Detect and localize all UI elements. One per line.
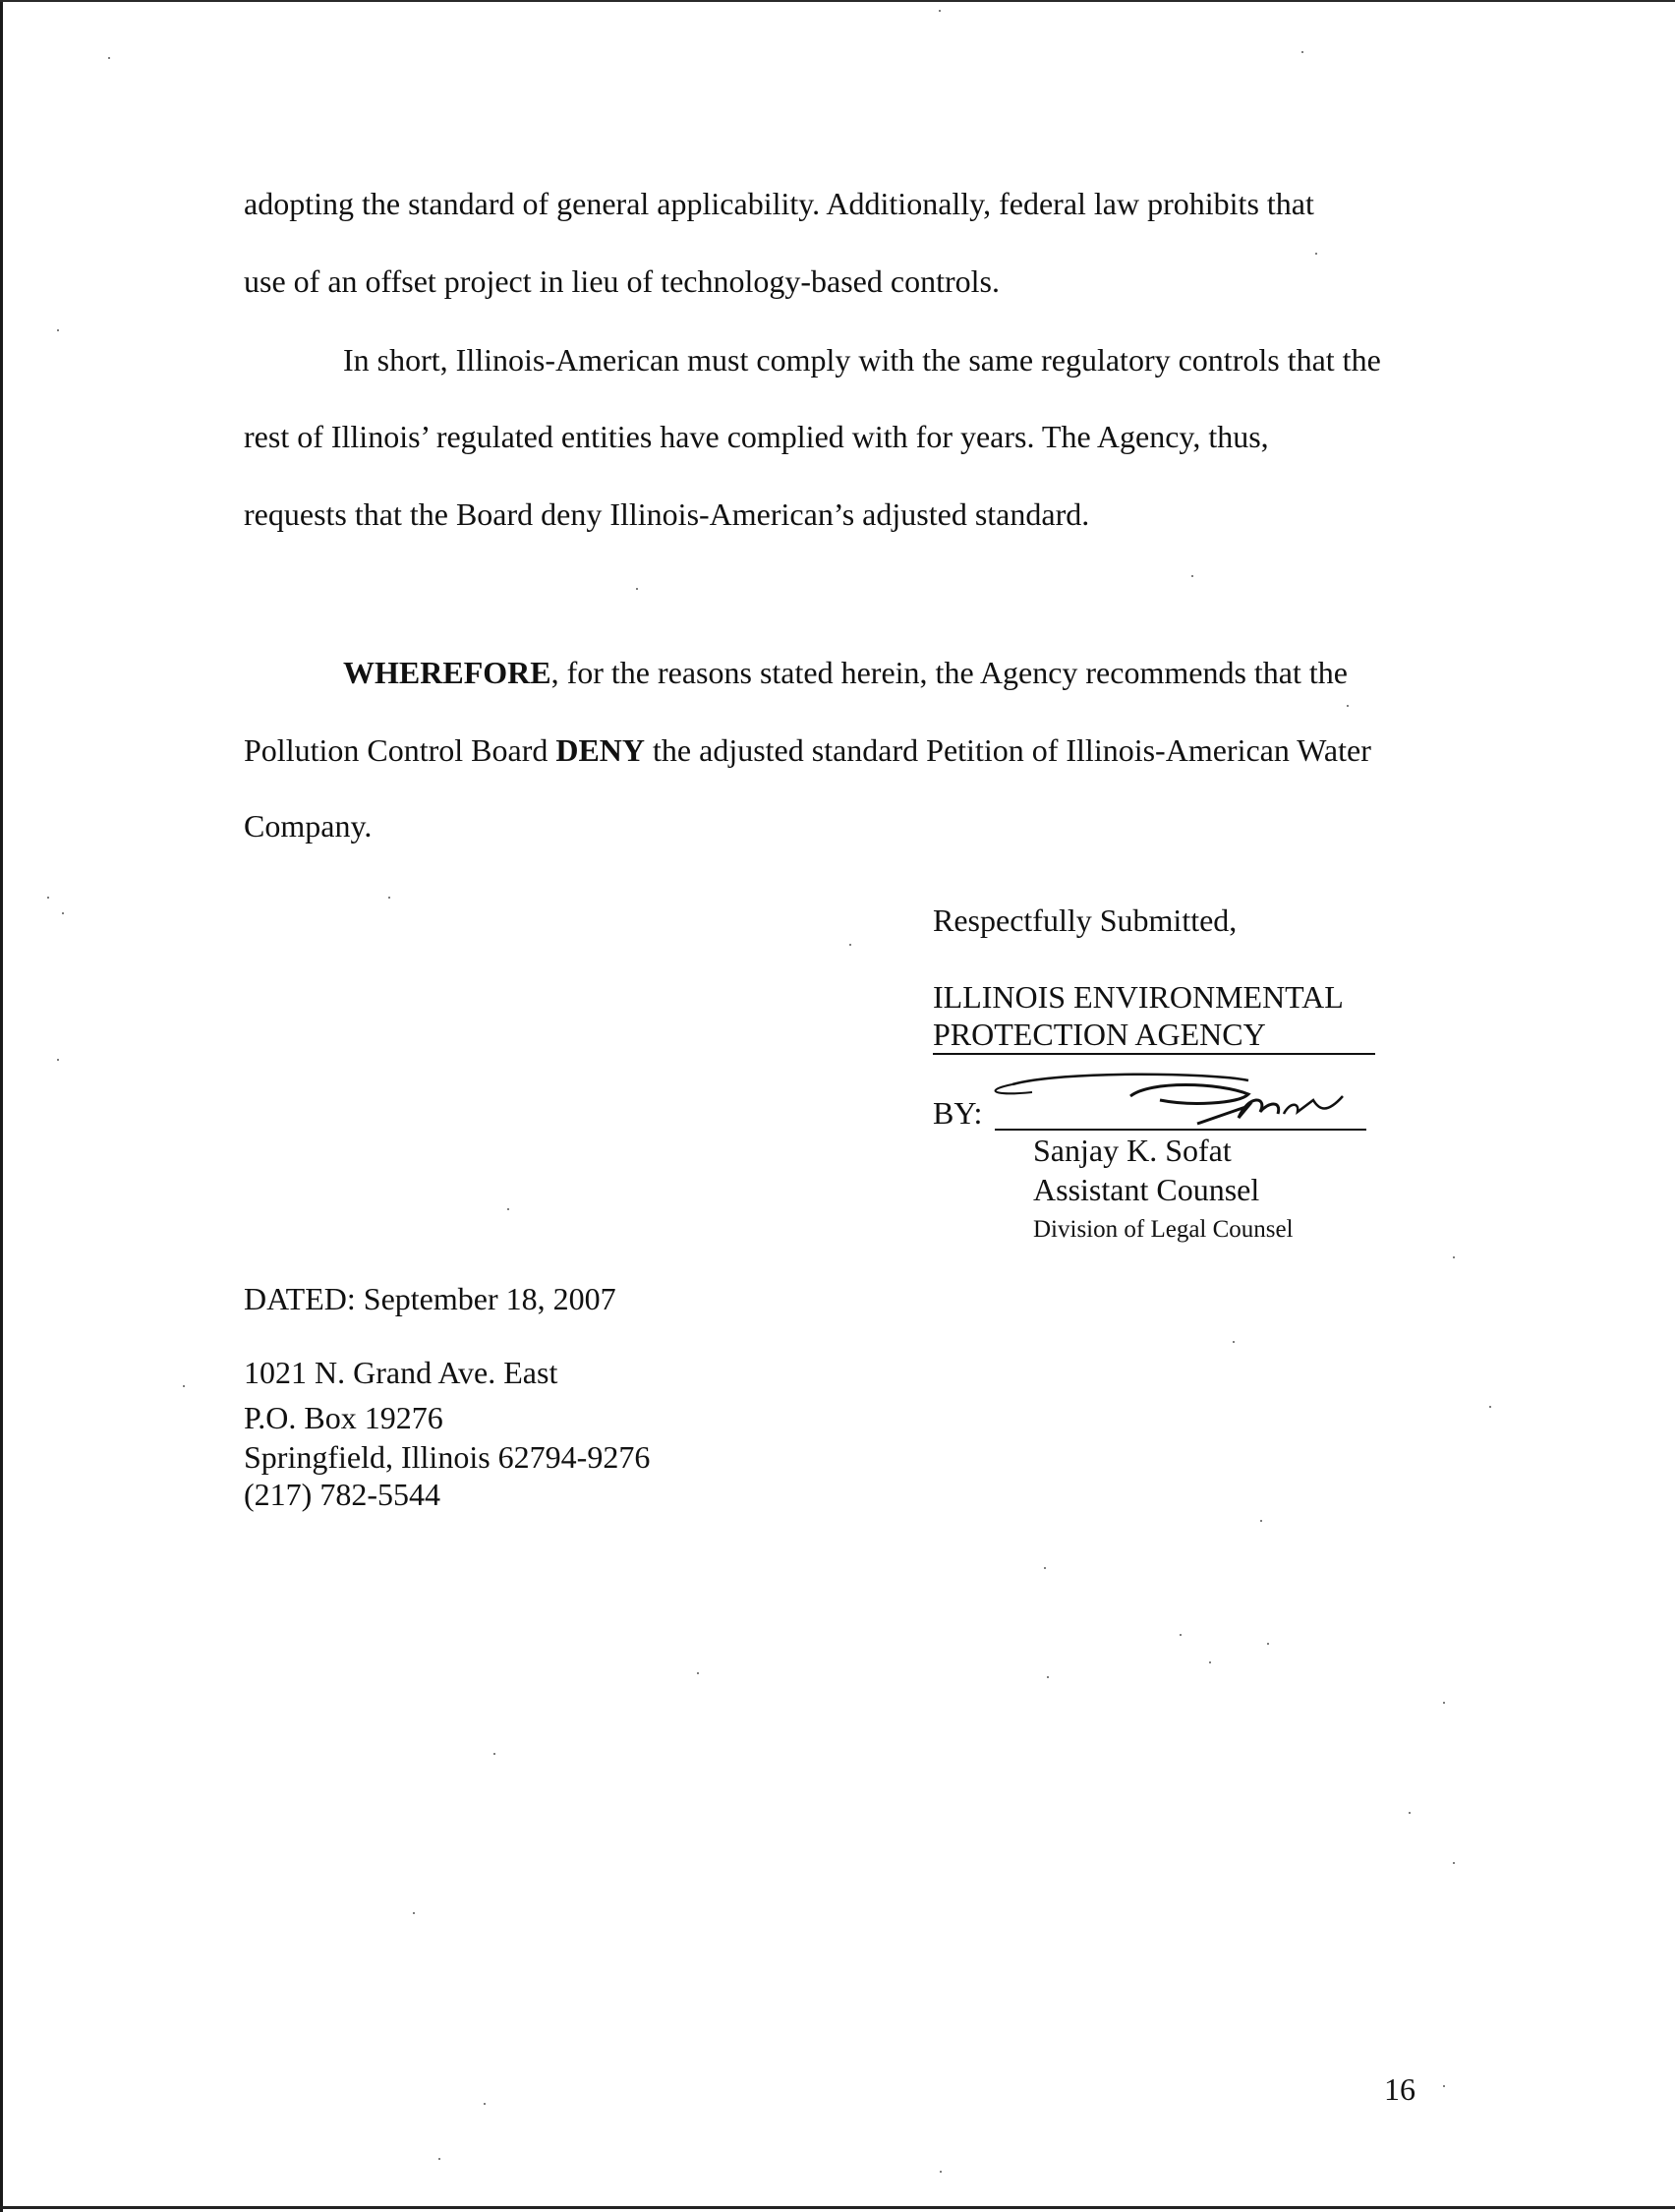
- scan-speck: [507, 1208, 509, 1210]
- scan-speck: [484, 2103, 486, 2105]
- scan-speck: [1233, 1341, 1235, 1343]
- scan-left-edge: [0, 0, 3, 2212]
- scan-speck: [413, 1912, 415, 1914]
- address-phone: (217) 782-5544: [244, 1477, 440, 1512]
- scan-speck: [1267, 1643, 1269, 1645]
- wherefore-heading: WHEREFORE: [343, 655, 551, 690]
- scan-speck: [108, 57, 110, 59]
- conclusion-line-3: Company.: [244, 808, 373, 844]
- scan-speck: [57, 1059, 59, 1061]
- scan-speck: [939, 10, 941, 12]
- scan-speck: [62, 912, 64, 914]
- by-label: BY:: [933, 1095, 983, 1131]
- scan-speck: [1453, 1256, 1455, 1258]
- signer-name: Sanjay K. Sofat: [1033, 1133, 1232, 1168]
- scan-speck: [1453, 1862, 1455, 1864]
- paragraph-2-line-1: In short, Illinois-American must comply with the same regulatory controls that the: [343, 342, 1381, 378]
- page-number: 16: [1384, 2071, 1415, 2107]
- handwritten-signature: [953, 1067, 1386, 1135]
- scan-speck: [1191, 575, 1193, 577]
- scan-speck: [1489, 1406, 1491, 1408]
- paragraph-1-line-2: use of an offset project in lieu of technology-based controls.: [244, 263, 1000, 299]
- scan-speck: [849, 944, 851, 946]
- deny-emphasis: DENY: [555, 732, 646, 768]
- paragraph-1-line-1: adopting the standard of general applicability. Additionally, federal law prohibits that: [244, 186, 1314, 221]
- scan-speck: [1409, 1812, 1411, 1814]
- scan-speck: [1044, 1567, 1046, 1569]
- agency-underline: [933, 1053, 1375, 1055]
- scan-speck: [1301, 51, 1303, 53]
- closing-salutation: Respectfully Submitted,: [933, 902, 1238, 938]
- scan-speck: [1347, 705, 1349, 707]
- scan-speck: [388, 897, 390, 899]
- agency-name-line-2: PROTECTION AGENCY: [933, 1017, 1266, 1052]
- conclusion-line-2-post: the adjusted standard Petition of Illinois-American Water: [645, 732, 1371, 768]
- conclusion-line-1: [343, 654, 1348, 691]
- scan-speck: [1443, 2085, 1445, 2087]
- paragraph-2-line-2: rest of Illinois’ regulated entities have complied with for years. The Agency, thus,: [244, 419, 1269, 454]
- conclusion-line-1-text: , for the reasons stated herein, the Agency recommends that the: [550, 655, 1348, 690]
- scan-speck: [1260, 1520, 1262, 1522]
- scan-speck: [940, 2171, 942, 2173]
- scan-bottom-edge: [0, 2206, 1675, 2209]
- agency-name-line-1: ILLINOIS ENVIRONMENTAL: [933, 979, 1344, 1015]
- paragraph-2-line-3: requests that the Board deny Illinois-American’s adjusted standard.: [244, 496, 1090, 532]
- conclusion-line-2: [244, 731, 1371, 769]
- scan-speck: [183, 1385, 185, 1387]
- signer-division: Division of Legal Counsel: [1033, 1216, 1294, 1243]
- scan-top-edge: [0, 0, 1675, 2]
- scan-speck: [1443, 1702, 1445, 1704]
- scan-speck: [697, 1672, 699, 1674]
- scan-speck: [57, 329, 59, 331]
- scan-speck: [493, 1753, 495, 1755]
- address-city: Springfield, Illinois 62794-9276: [244, 1439, 651, 1475]
- scan-speck: [636, 588, 638, 590]
- scan-speck: [1315, 253, 1317, 255]
- dated-line: DATED: September 18, 2007: [244, 1281, 616, 1316]
- address-street: 1021 N. Grand Ave. East: [244, 1355, 558, 1390]
- scan-speck: [1047, 1676, 1049, 1678]
- scan-speck: [47, 897, 49, 899]
- address-po-box: P.O. Box 19276: [244, 1400, 443, 1435]
- scan-speck: [1209, 1661, 1211, 1663]
- conclusion-line-2-pre: Pollution Control Board: [244, 732, 556, 768]
- signer-title: Assistant Counsel: [1033, 1172, 1260, 1207]
- scan-speck: [1180, 1634, 1182, 1636]
- scan-speck: [438, 2158, 440, 2160]
